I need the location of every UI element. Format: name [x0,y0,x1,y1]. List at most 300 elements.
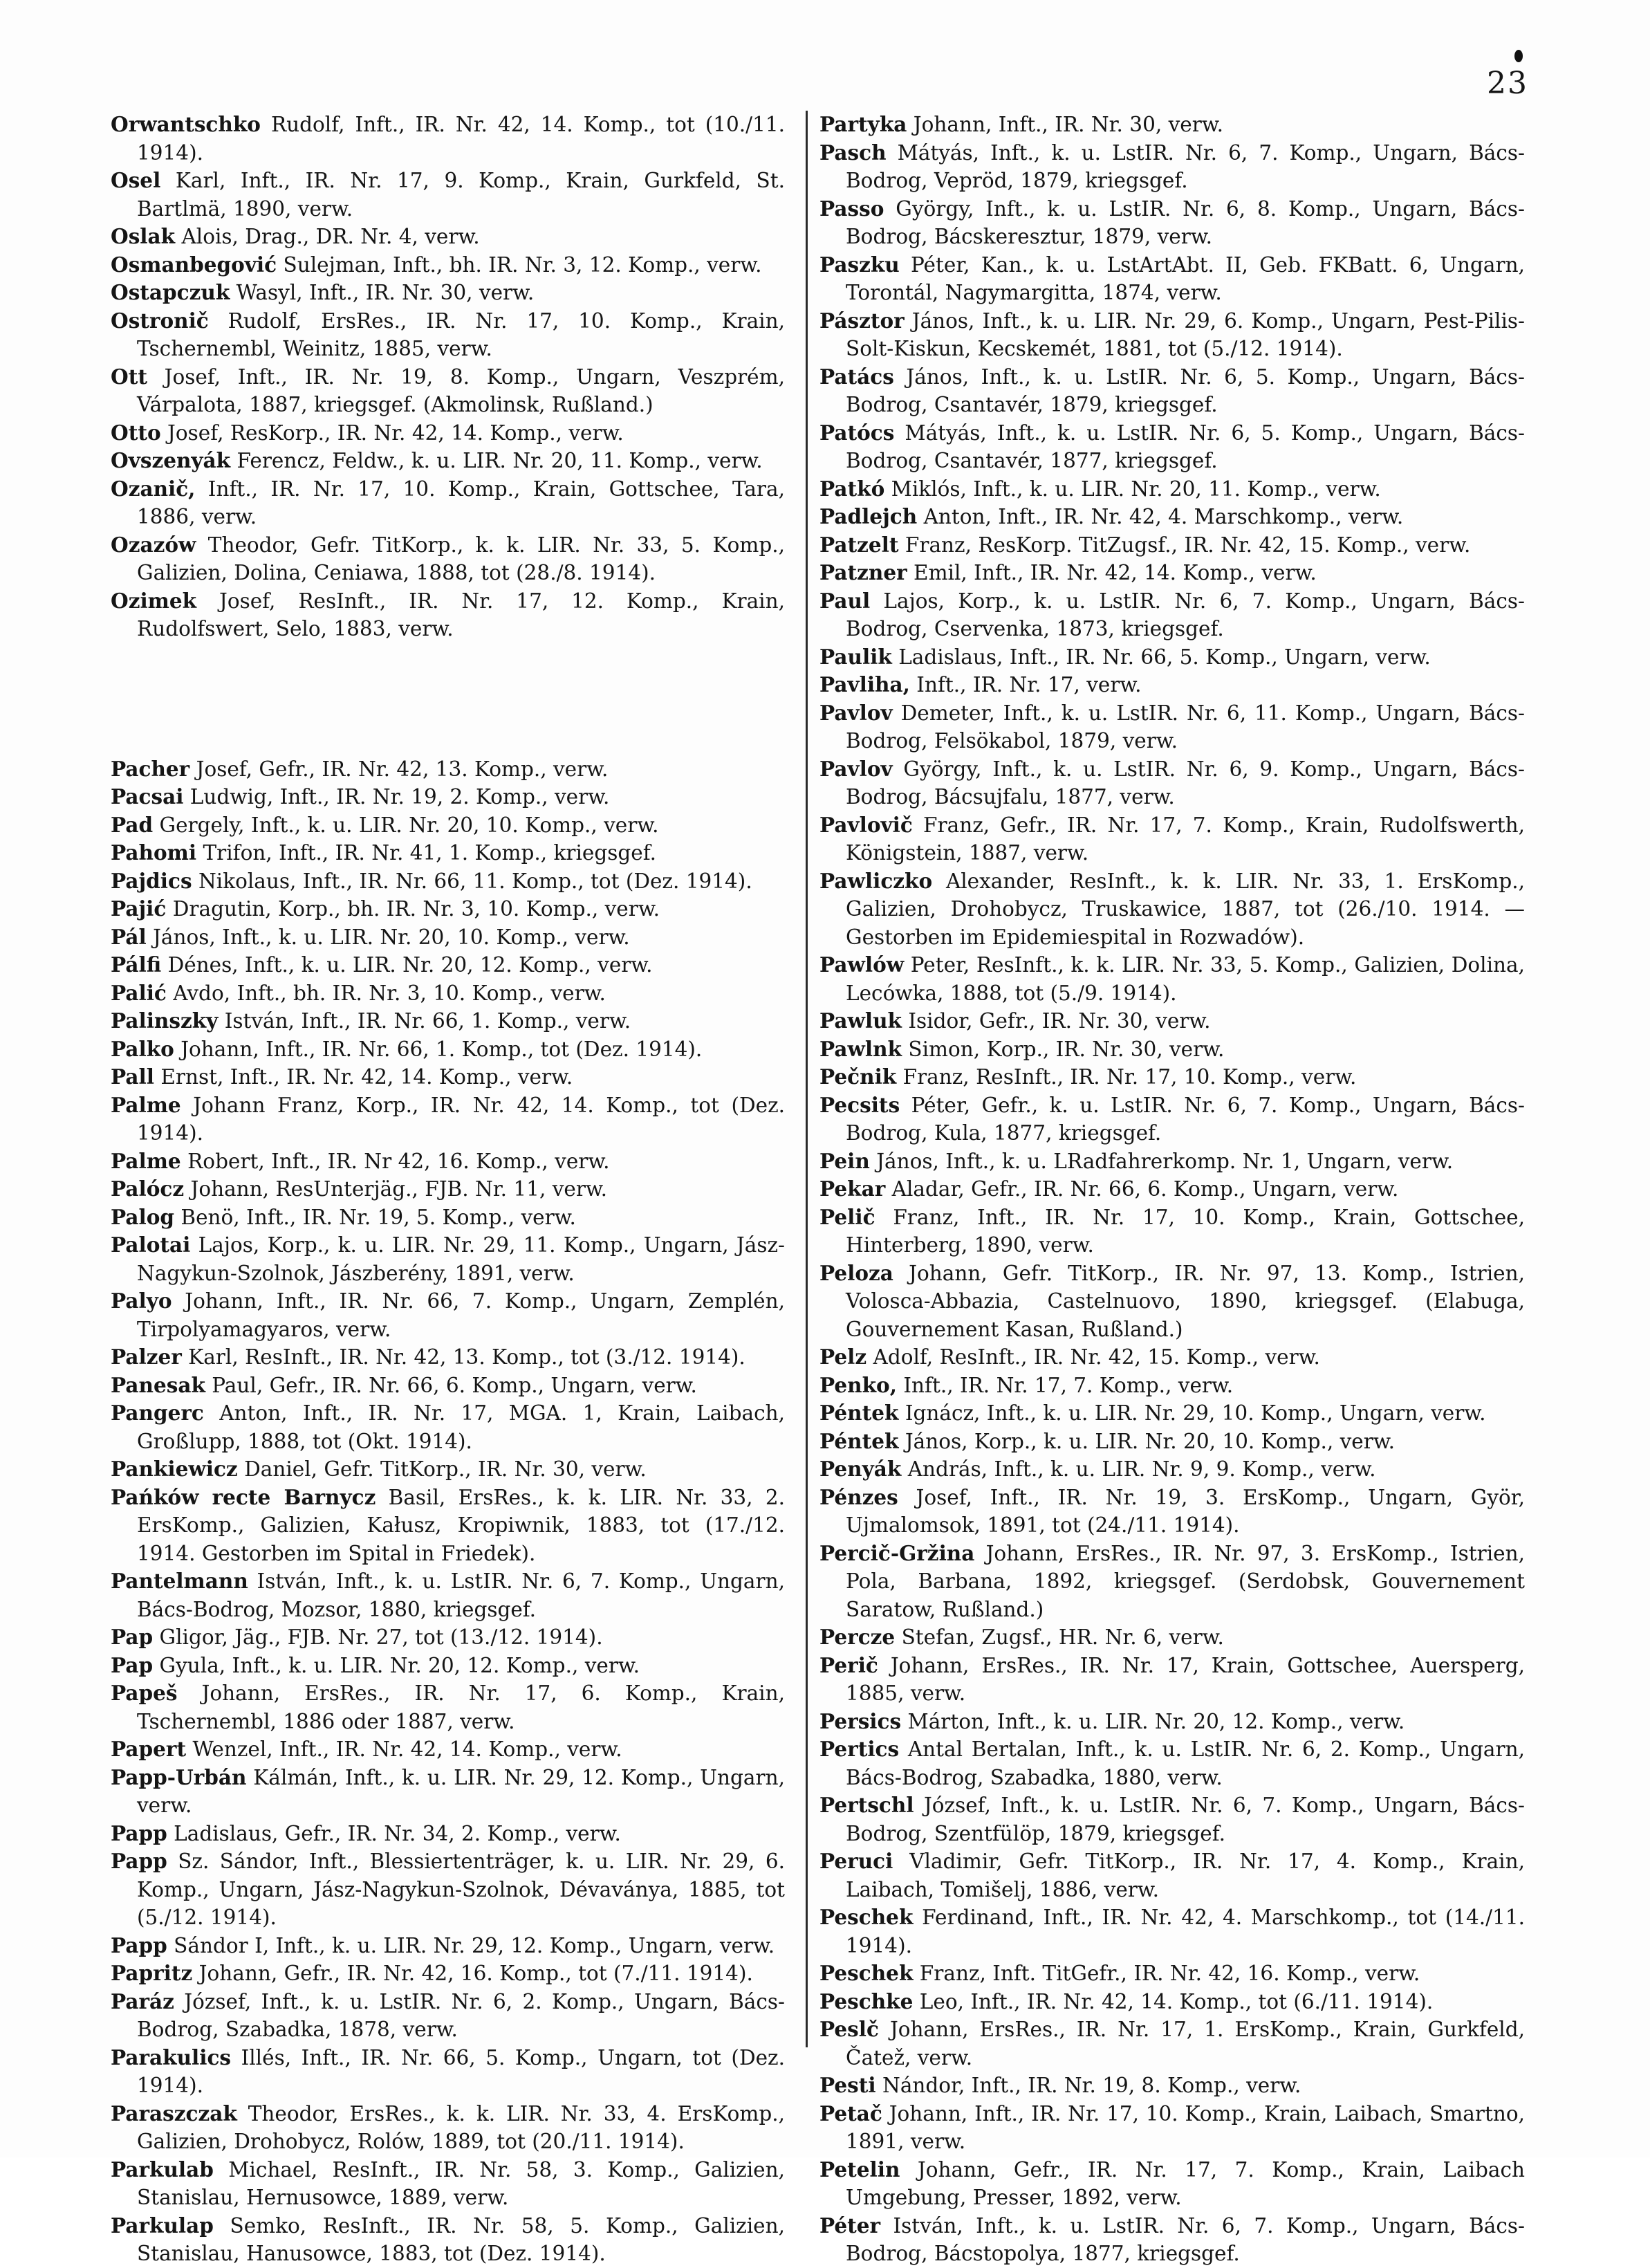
entry-details: Josef, Inft., IR. Nr. 19, 8. Komp., Ungarn, Veszprém, Várpalota, 1887, kriegsgef. (Akmolinsk, Rußland.) [137,365,785,416]
list-item [111,111,785,167]
entry-details: János, Inft., k. u. LstIR. Nr. 6, 5. Komp., Ungarn, Bács-Bodrog, Csantavér, 1879, kriegsgef. [846,365,1525,416]
entry-surname: Patács [819,364,894,389]
entry-surname: Palócz [111,1177,185,1201]
list-item [819,1260,1525,1344]
entry-details: Inft., IR. Nr. 17, 7. Komp., verw. [903,1373,1234,1397]
list-item [111,1484,785,1568]
list-item [111,2212,785,2268]
list-item [111,587,785,643]
entry-details: Johann, Inft., IR. Nr. 66, 1. Komp., tot (Dez. 1914). [180,1037,703,1061]
list-item [819,587,1525,643]
entry-details: Anton, Inft., IR. Nr. 17, MGA. 1, Krain, Laibach, Großlupp, 1888, tot (Okt. 1914). [137,1401,785,1453]
entry-details: Wasyl, Inft., IR. Nr. 30, verw. [236,281,535,304]
entry-details: Trifon, Inft., IR. Nr. 41, 1. Komp., kriegsgef. [203,841,656,865]
entry-details: Alexander, ResInft., k. k. LIR. Nr. 33, 1. ErsKomp., Galizien, Drohobycz, Truskawice, 1887, tot (26./10. 1914. — Gestorben im Epidemiespital in Rozwadów). [846,869,1525,949]
entry-surname: Paul [819,588,871,613]
entry-details: Mátyás, Inft., k. u. LstIR. Nr. 6, 5. Komp., Ungarn, Bács-Bodrog, Csantavér, 1877, kriegsgef. [846,421,1525,472]
entry-surname: Penko, [819,1372,897,1397]
entry-details: Gergely, Inft., k. u. LIR. Nr. 20, 10. Komp., verw. [159,813,659,837]
entry-details: János, Inft., k. u. LRadfahrerkomp. Nr. 1, Ungarn, verw. [876,1149,1454,1173]
list-item [819,1399,1525,1428]
entry-details: Wenzel, Inft., IR. Nr. 42, 14. Komp., verw. [192,1737,622,1761]
entry-surname: Palog [111,1204,175,1229]
entry-surname: Perič [819,1652,878,1677]
entry-details: Avdo, Inft., bh. IR. Nr. 3, 10. Komp., verw. [173,981,606,1005]
list-item [111,867,785,896]
entry-surname: Palić [111,980,167,1005]
list-item [819,1204,1525,1260]
entry-surname: Pesti [819,2073,876,2097]
entry-surname: Peloza [819,1260,893,1285]
list-item [819,951,1525,1007]
entry-surname: Pańków recte Barnycz [111,1484,376,1509]
entry-surname: Papeš [111,1681,178,1705]
entry-surname: Péter [819,2213,881,2238]
entry-surname: Peslč [819,2017,879,2041]
list-item [819,1063,1525,1091]
entry-details: Paul, Gefr., IR. Nr. 66, 6. Komp., Ungarn, verw. [212,1373,697,1397]
entry-details: Ladislaus, Gefr., IR. Nr. 34, 2. Komp., verw. [174,1821,621,1845]
entry-details: Ernst, Inft., IR. Nr. 42, 14. Komp., verw. [160,1065,573,1089]
list-item [819,699,1525,755]
entry-details: György, Inft., k. u. LstIR. Nr. 6, 8. Komp., Ungarn, Bács-Bodrog, Bácskeresztur, 1879, verw. [846,196,1525,248]
entry-surname: Patkó [819,476,885,501]
list-item [819,1960,1525,1988]
entry-details: Nikolaus, Inft., IR. Nr. 66, 11. Komp., tot (Dez. 1914). [198,869,752,893]
entry-details: Stefan, Zugsf., HR. Nr. 6, verw. [901,1625,1224,1649]
entry-details: Franz, Inft., IR. Nr. 17, 10. Komp., Krain, Gottschee, Hinterberg, 1890, verw. [846,1205,1525,1257]
list-item [819,671,1525,699]
entry-surname: Panesak [111,1372,205,1397]
entry-details: Josef, ResKorp., IR. Nr. 42, 14. Komp., verw. [167,421,624,445]
list-item [111,167,785,223]
list-item [819,811,1525,867]
list-item [111,307,785,363]
entry-surname: Oslak [111,224,176,248]
list-item [819,2212,1525,2268]
entry-details: Johann, Inft., IR. Nr. 66, 7. Komp., Ungarn, Zemplén, Tirpolyamagyaros, verw. [137,1289,785,1341]
list-item [111,1455,785,1484]
entry-details: Demeter, Inft., k. u. LstIR. Nr. 6, 11. Komp., Ungarn, Bács-Bodrog, Felsökabol, 1879, verw. [846,701,1525,753]
list-item [111,1204,785,1232]
entry-details: Sulejman, Inft., bh. IR. Nr. 3, 12. Komp., verw. [283,252,762,277]
entry-details: Gligor, Jäg., FJB. Nr. 27, tot (13./12. 1914). [159,1625,603,1649]
list-item [111,1231,785,1287]
entry-details: Miklós, Inft., k. u. LIR. Nr. 20, 11. Komp., verw. [891,477,1381,501]
entry-surname: Patzelt [819,532,899,557]
entry-details: István, Inft., k. u. LstIR. Nr. 6, 7. Komp., Ungarn, Bács-Bodrog, Mozsor, 1880, kriegsgef. [137,1569,785,1621]
list-item [111,251,785,279]
entry-surname: Pavlovič [819,812,913,837]
entry-surname: Pahomi [111,840,197,865]
entry-details: Gyula, Inft., k. u. LIR. Nr. 20, 12. Komp., verw. [159,1653,640,1677]
list-item [111,1847,785,1932]
entry-surname: Paráz [111,1989,174,2013]
entry-details: Isidor, Gefr., IR. Nr. 30, verw. [908,1009,1211,1033]
list-item [111,1735,785,1764]
list-item [819,1540,1525,1624]
list-item [111,2156,785,2212]
list-item [819,1623,1525,1652]
entry-surname: Pavlov [819,700,893,725]
entry-details: János, Inft., k. u. LIR. Nr. 20, 10. Komp., verw. [153,925,630,949]
entry-surname: Patócs [819,420,895,445]
entry-surname: Pelz [819,1345,867,1369]
list-item [819,1847,1525,1903]
entry-surname: Peruci [819,1849,893,1873]
entry-details: Ferdinand, Inft., IR. Nr. 42, 4. Marschkomp., tot (14./11. 1914). [846,1906,1525,1957]
entry-details: András, Inft., k. u. LIR. Nr. 9, 9. Komp., verw. [907,1457,1376,1481]
entry-surname: Pajdics [111,868,192,893]
entry-details: Karl, ResInft., IR. Nr. 42, 13. Komp., tot (3./12. 1914). [188,1345,745,1369]
list-item [111,1679,785,1735]
page-number: 23 [1487,66,1528,101]
entry-surname: Patzner [819,560,907,584]
entry-details: Anton, Inft., IR. Nr. 42, 4. Marschkomp., verw. [923,505,1404,528]
entry-surname: Ott [111,364,147,389]
entry-surname: Padlejch [819,504,918,528]
entry-details: Karl, Inft., IR. Nr. 17, 9. Komp., Krain, Gurkfeld, St. Bartlmä, 1890, verw. [137,169,785,221]
list-item [111,1343,785,1372]
list-item [819,2072,1525,2100]
entry-surname: Pap [111,1652,154,1677]
list-item [819,1455,1525,1484]
entry-details: Rudolf, ErsRes., IR. Nr. 17, 10. Komp., Krain, Tschernembl, Weinitz, 1885, verw. [137,308,785,360]
entry-surname: Pál [111,924,147,949]
entry-details: Theodor, ErsRes., k. k. LIR. Nr. 33, 4. ErsKomp., Galizien, Drohobycz, Rolów, 1889, tot (20./11. 1914). [137,2101,785,2153]
entry-details: Péter, Kan., k. u. LstArtAbt. II, Geb. FKBatt. 6, Ungarn, Torontál, Nagymargitta, 1874, verw. [846,252,1525,304]
list-item [819,1652,1525,1708]
list-item [111,811,785,840]
entry-details: Ignácz, Inft., k. u. LIR. Nr. 29, 10. Komp., Ungarn, verw. [905,1401,1486,1425]
list-item [111,1287,785,1343]
entry-details: Johann, Inft., IR. Nr. 30, verw. [913,113,1223,136]
entry-details: Theodor, Gefr. TitKorp., k. k. LIR. Nr. 33, 5. Komp., Galizien, Dolina, Ceniawa, 1888, tot (28./8. 1914). [137,533,785,584]
entry-surname: Pecsits [819,1092,900,1117]
entry-details: Johann, Gefr., IR. Nr. 17, 7. Komp., Krain, Laibach Umgebung, Presser, 1892, verw. [846,2157,1525,2209]
list-item [111,839,785,867]
entry-surname: Passo [819,196,884,221]
list-item [111,419,785,448]
list-item [819,1484,1525,1540]
entry-surname: Peschek [819,1905,914,1929]
list-item [819,1428,1525,1456]
list-item [111,895,785,923]
entry-details: Inft., IR. Nr. 17, 10. Komp., Krain, Gottschee, Tara, 1886, verw. [137,477,785,528]
entry-surname: Percze [819,1625,896,1649]
entry-surname: Persics [819,1708,902,1733]
entry-details: Johann, ErsRes., IR. Nr. 17, Krain, Gottschee, Auersperg, 1885, verw. [846,1653,1525,1705]
list-item [819,503,1525,531]
entry-surname: Péntek [819,1401,899,1425]
entry-details: Johann, ErsRes., IR. Nr. 17, 1. ErsKomp., Krain, Gurkfeld, Čatež, verw. [846,2018,1525,2069]
list-item [819,559,1525,587]
list-item [111,223,785,251]
list-item [111,2100,785,2156]
entry-details: Robert, Inft., IR. Nr 42, 16. Komp., verw. [187,1149,610,1173]
entry-surname: Papritz [111,1961,193,1985]
list-item [819,1988,1525,2016]
entry-surname: Osmanbegović [111,252,277,277]
entry-details: Antal Bertalan, Inft., k. u. LstIR. Nr. 6, 2. Komp., Ungarn, Bács-Bodrog, Szabadka, 1880, verw. [846,1737,1525,1789]
list-item [111,363,785,419]
list-item [111,279,785,307]
list-item [819,475,1525,504]
list-item [819,419,1525,475]
list-item [111,1063,785,1091]
entry-details: István, Inft., k. u. LstIR. Nr. 6, 7. Komp., Ungarn, Bács-Bodrog, Bácstopolya, 1877, kriegsgef. [846,2213,1525,2265]
entry-surname: Osel [111,168,161,192]
list-item [111,1820,785,1848]
list-item [819,643,1525,672]
entry-details: Illés, Inft., IR. Nr. 66, 5. Komp., Ungarn, tot (Dez. 1914). [137,2045,785,2097]
list-item [111,475,785,531]
entry-surname: Pankiewicz [111,1457,238,1481]
entry-details: Vladimir, Gefr. TitKorp., IR. Nr. 17, 4. Komp., Krain, Laibach, Tomišelj, 1886, verw. [846,1850,1525,1901]
list-item [819,1007,1525,1035]
entry-details: Michael, ResInft., IR. Nr. 58, 3. Komp., Galizien, Stanislau, Hernusowce, 1889, verw. [137,2157,785,2209]
list-item [819,111,1525,139]
list-item [819,1791,1525,1847]
entry-surname: Otto [111,420,161,445]
entry-surname: Pawliczko [819,868,933,893]
list-item [111,951,785,979]
entry-surname: Papp [111,1933,167,1957]
entry-surname: Pap [111,1625,154,1649]
entry-surname: Pertics [819,1737,900,1761]
entry-details: Rudolf, Inft., IR. Nr. 42, 14. Komp., tot (10./11. 1914). [137,113,785,165]
list-item [819,363,1525,419]
entry-details: József, Inft., k. u. LstIR. Nr. 6, 2. Komp., Ungarn, Bács-Bodrog, Szabadka, 1878, verw. [137,1989,785,2041]
left-entries-o [111,111,785,643]
entry-details: Franz, Gefr., IR. Nr. 17, 7. Komp., Krain, Rudolfswerth, Königstein, 1887, verw. [846,813,1525,865]
entry-details: Ferencz, Feldw., k. u. LIR. Nr. 20, 11. Komp., verw. [237,449,763,472]
entry-details: Johann, ErsRes., IR. Nr. 97, 3. ErsKomp., Istrien, Pola, Barbana, 1892, kriegsgef. (Serdobsk, Gouvernement Saratow, Rußland.) [846,1541,1525,1621]
entry-surname: Péntek [819,1428,899,1453]
entry-surname: Pajić [111,896,167,921]
entry-details: Johann, ResUnterjäg., FJB. Nr. 11, verw. [190,1177,608,1201]
entry-details: Johann Franz, Korp., IR. Nr. 42, 14. Komp., tot (Dez. 1914). [137,1093,785,1145]
entry-surname: Ozanič, [111,476,196,501]
list-item [819,1735,1525,1791]
entry-details: Márton, Inft., k. u. LIR. Nr. 20, 12. Komp., verw. [907,1709,1405,1733]
entry-surname: Paszku [819,252,900,277]
entry-details: Alois, Drag., DR. Nr. 4, verw. [181,225,480,248]
list-item [111,531,785,587]
entry-surname: Ozimek [111,588,197,613]
entry-surname: Pacher [111,756,190,781]
entry-details: Johann, ErsRes., IR. Nr. 17, 6. Komp., Krain, Tschernembl, 1886 oder 1887, verw. [137,1681,785,1733]
entry-details: János, Korp., k. u. LIR. Nr. 20, 10. Komp., verw. [905,1429,1395,1453]
entry-details: Ladislaus, Inft., IR. Nr. 66, 5. Komp., Ungarn, verw. [898,645,1431,669]
entry-details: Franz, Inft. TitGefr., IR. Nr. 42, 16. Komp., verw. [919,1962,1420,1985]
entry-details: Mátyás, Inft., k. u. LstIR. Nr. 6, 7. Komp., Ungarn, Bács-Bodrog, Vepröd, 1879, kriegsgef. [846,140,1525,192]
list-item [819,195,1525,251]
entry-surname: Pacsai [111,784,184,809]
entry-details: Péter, Gefr., k. u. LstIR. Nr. 6, 7. Komp., Ungarn, Bács-Bodrog, Kula, 1877, kriegsgef. [846,1093,1525,1145]
entry-surname: Parkulap [111,2213,214,2238]
entry-details: Sz. Sándor, Inft., Blessiertenträger, k. u. LIR. Nr. 29, 6. Komp., Ungarn, Jász-Nagykun-Szolnok, Dévaványa, 1885, tot (5./12. 1914). [137,1850,786,1929]
entry-details: Simon, Korp., IR. Nr. 30, verw. [908,1037,1225,1061]
entry-details: Franz, ResKorp. TitZugsf., IR. Nr. 42, 15. Komp., verw. [905,533,1471,557]
entry-surname: Parkulab [111,2157,214,2182]
entry-surname: Palme [111,1148,181,1173]
list-item [111,1764,785,1820]
list-item [819,531,1525,560]
entry-surname: Ostronič [111,308,209,333]
entry-surname: Pall [111,1064,154,1089]
entry-surname: Palzer [111,1345,182,1369]
entry-details: Sándor I, Inft., k. u. LIR. Nr. 29, 12. Komp., Ungarn, verw. [174,1933,775,1957]
entry-details: Johann, Gefr. TitKorp., IR. Nr. 97, 13. Komp., Istrien, Volosca-Abbazia, Castelnuovo, 1890, kriegsgef. (Elabuga, Gouvernement Kasan, Rußland.) [846,1261,1525,1341]
list-item [819,1147,1525,1176]
entry-details: Josef, ResInft., IR. Nr. 17, 12. Komp., Krain, Rudolfswert, Selo, 1883, verw. [137,589,785,640]
list-item [819,307,1525,363]
section-gap [111,643,785,755]
entry-details: Ludwig, Inft., IR. Nr. 19, 2. Komp., verw. [189,785,610,809]
entry-surname: Papert [111,1737,187,1761]
entry-surname: Petač [819,2101,882,2126]
entry-details: János, Inft., k. u. LIR. Nr. 29, 6. Komp., Ungarn, Pest-Pilis-Solt-Kiskun, Kecskemét, 1881, tot (5./12. 1914). [846,308,1525,360]
entry-details: Johann, Gefr., IR. Nr. 42, 16. Komp., tot (7./11. 1914). [198,1962,753,1985]
list-item [111,1623,785,1652]
entry-surname: Pangerc [111,1401,204,1425]
entry-details: György, Inft., k. u. LstIR. Nr. 6, 9. Komp., Ungarn, Bács-Bodrog, Bácsujfalu, 1877, verw. [846,757,1525,809]
entry-details: Daniel, Gefr. TitKorp., IR. Nr. 30, verw. [244,1457,647,1481]
entry-details: Peter, ResInft., k. k. LIR. Nr. 33, 5. Komp., Galizien, Dolina, Lecówka, 1888, tot (5./9. 1914). [846,953,1525,1005]
entry-surname: Pénzes [819,1484,898,1509]
entry-surname: Pásztor [819,308,905,333]
entry-details: Johann, Inft., IR. Nr. 17, 10. Komp., Krain, Laibach, Smartno, 1891, verw. [846,2101,1525,2153]
entry-surname: Peschke [819,1989,914,2013]
entry-details: Josef, Gefr., IR. Nr. 42, 13. Komp., verw. [196,757,609,781]
entry-surname: Orwantschko [111,112,261,136]
entry-surname: Papp [111,1849,167,1873]
entry-surname: Palotai [111,1233,191,1257]
entry-details: Emil, Inft., IR. Nr. 42, 14. Komp., verw. [914,561,1317,584]
entry-surname: Pálfi [111,952,162,977]
entry-surname: Pasch [819,140,887,165]
entry-surname: Pečnik [819,1064,897,1089]
entry-details: Nándor, Inft., IR. Nr. 19, 8. Komp., verw. [882,2074,1301,2097]
entry-surname: Partyka [819,112,907,136]
entry-surname: Pein [819,1148,870,1173]
list-item [111,1567,785,1623]
entry-surname: Paulik [819,644,892,669]
list-item [819,2016,1525,2072]
entry-details: István, Inft., IR. Nr. 66, 1. Komp., verw. [224,1009,631,1033]
entry-details: József, Inft., k. u. LstIR. Nr. 6, 7. Komp., Ungarn, Bács-Bodrog, Szentfülöp, 1879, kriegsgef. [846,1794,1525,1845]
list-item [819,1903,1525,1960]
entry-surname: Papp-Urbán [111,1764,247,1789]
list-item [819,2156,1525,2212]
right-entries [819,111,1525,2268]
entry-surname: Pawlów [819,952,905,977]
entry-surname: Palme [111,1092,181,1117]
entry-details: Basil, ErsRes., k. k. LIR. Nr. 33, 2. ErsKomp., Galizien, Kałusz, Kropiwnik, 1883, tot (17./12. 1914. Gestorben im Spital in Friedek). [137,1485,785,1565]
list-item [819,2100,1525,2156]
entry-details: Inft., IR. Nr. 17, verw. [916,673,1142,697]
entry-surname: Ovszenyák [111,448,231,472]
entry-surname: Pavliha, [819,672,910,697]
entry-surname: Palinszky [111,1008,219,1033]
list-item [111,1007,785,1035]
entry-surname: Palko [111,1036,174,1061]
list-item [111,1175,785,1204]
entry-details: Josef, Inft., IR. Nr. 19, 3. ErsKomp., Ungarn, Györ, Ujmalomsok, 1891, tot (24./11. 1914). [846,1485,1525,1537]
entry-surname: Pawluk [819,1008,902,1033]
entry-surname: Peschek [819,1961,914,1985]
entry-details: Semko, ResInft., IR. Nr. 58, 5. Komp., Galizien, Stanislau, Hanusowce, 1883, tot (Dez. 1914). [137,2213,785,2265]
list-item [111,1960,785,1988]
list-item [111,1035,785,1064]
list-item [819,1372,1525,1400]
entry-details: Kálmán, Inft., k. u. LIR. Nr. 29, 12. Komp., Ungarn, verw. [137,1765,785,1817]
entry-surname: Pantelmann [111,1569,248,1593]
list-item [111,1652,785,1680]
entry-details: Aladar, Gefr., IR. Nr. 66, 6. Komp., Ungarn, verw. [891,1177,1399,1201]
list-item [111,923,785,952]
list-item [111,1932,785,1960]
entry-details: Dragutin, Korp., bh. IR. Nr. 3, 10. Komp., verw. [172,897,660,921]
list-item [819,1175,1525,1204]
ink-dot [1514,50,1523,62]
list-item [819,755,1525,811]
entry-surname: Pavlov [819,756,893,781]
entry-details: Dénes, Inft., k. u. LIR. Nr. 20, 12. Komp., verw. [167,953,653,977]
list-item [111,783,785,811]
entry-surname: Parakulics [111,2045,232,2069]
entry-surname: Percič-Gržina [819,1540,975,1565]
entry-surname: Pelič [819,1204,875,1229]
entry-surname: Papp [111,1820,167,1845]
list-item [819,1091,1525,1147]
entry-surname: Palyo [111,1289,172,1313]
entry-details: Leo, Inft., IR. Nr. 42, 14. Komp., tot (6./11. 1914). [919,1989,1434,2013]
entry-details: Franz, ResInft., IR. Nr. 17, 10. Komp., verw. [902,1065,1357,1089]
list-item [819,139,1525,195]
list-item [111,1988,785,2044]
list-item [111,1399,785,1455]
column-divider [806,111,808,2047]
entry-surname: Penyák [819,1457,902,1481]
list-item [111,755,785,784]
list-item [819,1708,1525,1736]
entry-surname: Ozazów [111,532,196,557]
list-item [819,251,1525,307]
entry-surname: Pekar [819,1177,886,1201]
left-entries-p [111,755,785,2268]
list-item [111,1147,785,1176]
entry-surname: Pawlnk [819,1036,902,1061]
right-column [819,111,1525,2268]
list-item [111,2044,785,2100]
left-column [111,111,785,2268]
entry-surname: Pertschl [819,1793,914,1817]
entry-details: Lajos, Korp., k. u. LIR. Nr. 29, 11. Komp., Ungarn, Jász-Nagykun-Szolnok, Jászberény, 1891, verw. [137,1233,785,1285]
entry-details: Benö, Inft., IR. Nr. 19, 5. Komp., verw. [180,1205,576,1229]
entry-surname: Ostapczuk [111,280,230,304]
list-item [111,1091,785,1147]
list-item [819,1343,1525,1372]
entry-details: Adolf, ResInft., IR. Nr. 42, 15. Komp., verw. [873,1345,1320,1369]
entry-details: Lajos, Korp., k. u. LstIR. Nr. 6, 7. Komp., Ungarn, Bács-Bodrog, Cservenka, 1873, kriegsgef. [846,589,1525,640]
list-item [111,979,785,1008]
list-item [111,447,785,475]
list-item [819,867,1525,952]
list-item [819,1035,1525,1064]
entry-surname: Pad [111,812,154,837]
